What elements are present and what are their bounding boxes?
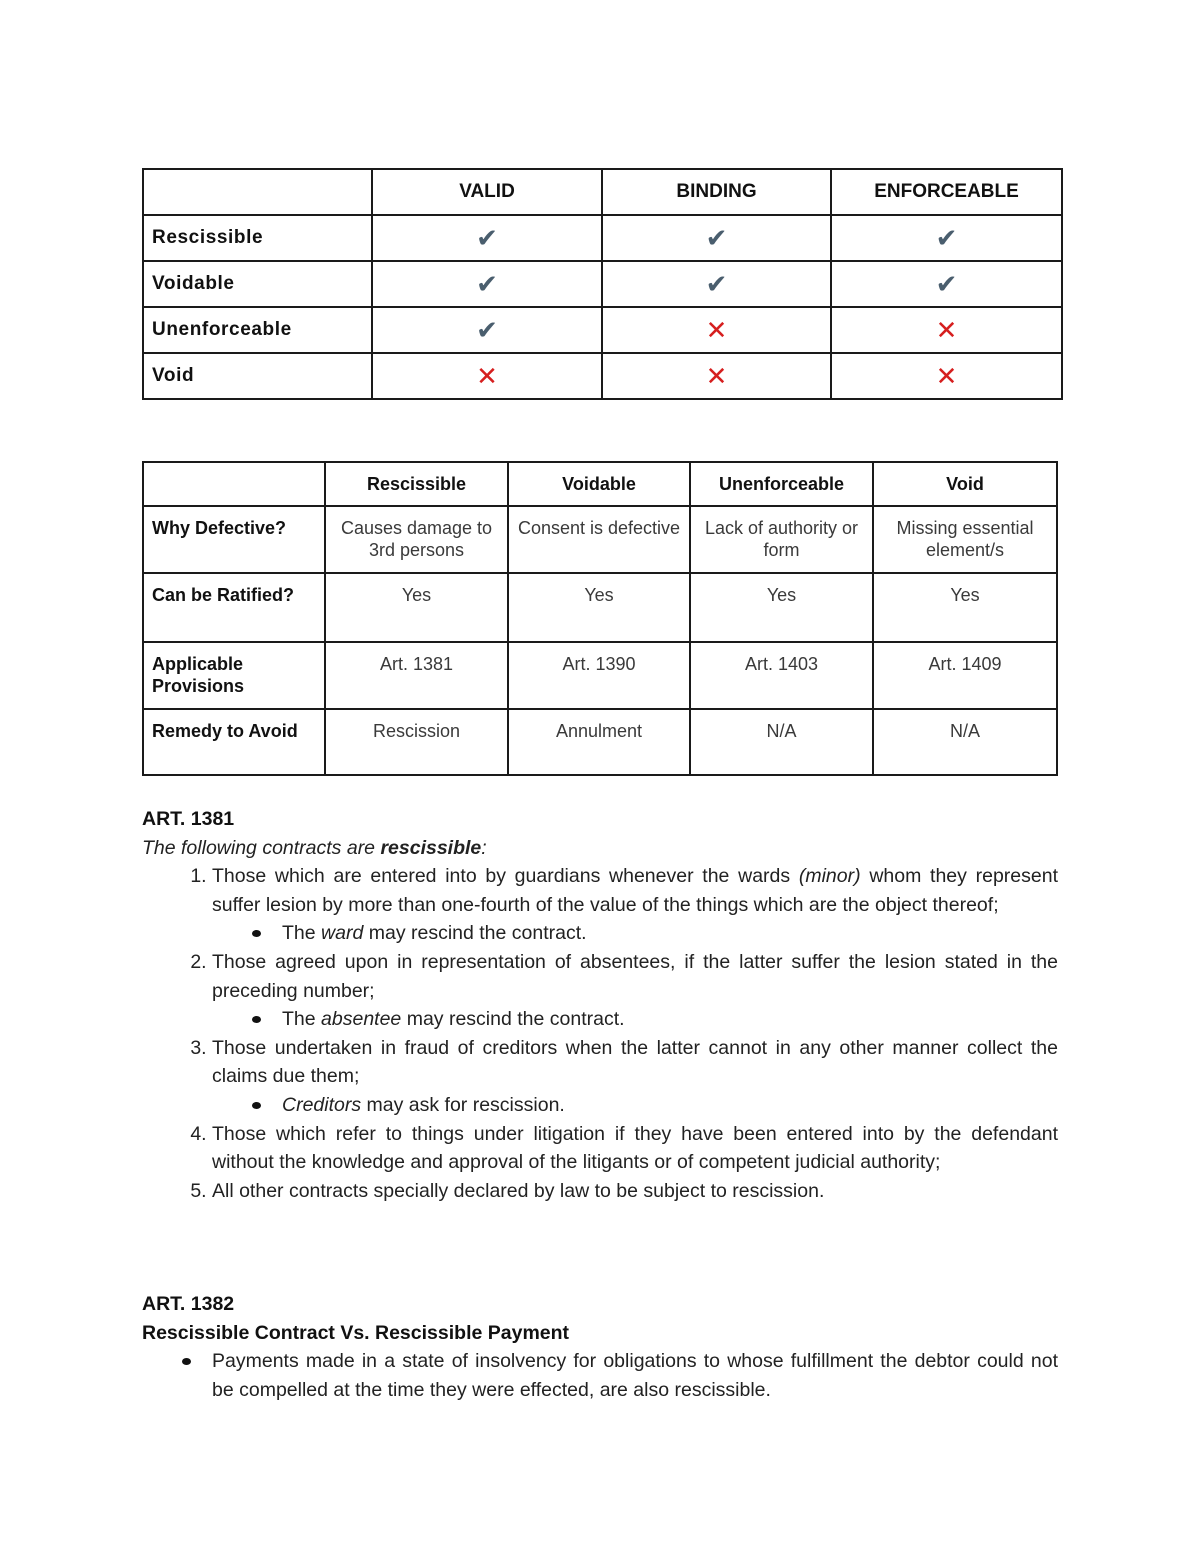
art-1381-intro: The following contracts are rescissible: bbox=[142, 836, 487, 859]
table-cell: Yes bbox=[873, 573, 1057, 642]
header-empty bbox=[143, 462, 325, 506]
header-voidable: Voidable bbox=[508, 462, 690, 506]
table-cell: Art. 1381 bbox=[325, 642, 508, 709]
list-item: 2. Those agreed upon in representation of absentees, if the latter suffer the lesion stated in the preceding number; The absentee may rescind the contract. bbox=[212, 948, 1058, 1034]
table-cell: Missing essential element/s bbox=[873, 506, 1057, 573]
list-item: 5. All other contracts specially declared by law to be subject to rescission. bbox=[212, 1177, 1058, 1206]
sub-list-item: Creditors may ask for rescission. bbox=[282, 1091, 1058, 1120]
cross-icon: ✕ bbox=[602, 353, 831, 399]
art-1381-title: ART. 1381 bbox=[142, 808, 235, 830]
row-label: Void bbox=[143, 353, 372, 399]
table-row bbox=[143, 506, 1057, 573]
table-row bbox=[143, 261, 1062, 307]
table-cell: N/A bbox=[873, 709, 1057, 775]
cross-icon: ✕ bbox=[602, 307, 831, 353]
comparison-table-header bbox=[143, 462, 1057, 506]
row-label: Unenforceable bbox=[143, 307, 372, 353]
art-1381-list bbox=[142, 862, 1058, 1205]
comparison-table bbox=[142, 461, 1058, 776]
table-cell: N/A bbox=[690, 709, 873, 775]
table-row bbox=[143, 573, 1057, 642]
row-label: Voidable bbox=[143, 261, 372, 307]
validity-table-header bbox=[143, 169, 1062, 215]
table-cell: Annulment bbox=[508, 709, 690, 775]
table-cell: Art. 1390 bbox=[508, 642, 690, 709]
header-binding: BINDING bbox=[602, 169, 831, 215]
art-1382-list bbox=[142, 1347, 1058, 1404]
header-void: Void bbox=[873, 462, 1057, 506]
list-item: 4. Those which refer to things under litigation if they have been entered into by the defendant without the knowledge and approval of the litigants or of competent judicial authority; bbox=[212, 1120, 1058, 1177]
cross-icon: ✕ bbox=[831, 307, 1062, 353]
art-1382-subtitle: Rescissible Contract Vs. Rescissible Payment bbox=[142, 1321, 570, 1344]
validity-table bbox=[142, 168, 1063, 400]
check-icon: ✔ bbox=[602, 261, 831, 307]
check-icon: ✔ bbox=[602, 215, 831, 261]
check-icon: ✔ bbox=[831, 215, 1062, 261]
sub-list bbox=[212, 1091, 1058, 1120]
check-icon: ✔ bbox=[831, 261, 1062, 307]
list-item: 1. Those which are entered into by guardians whenever the wards (minor) whom they represent suffer lesion by more than one-fourth of the value of the things which are the object thereof; The ward may rescind the contract. bbox=[212, 862, 1058, 948]
table-row bbox=[143, 353, 1062, 399]
check-icon: ✔ bbox=[372, 307, 602, 353]
cross-icon: ✕ bbox=[831, 353, 1062, 399]
table-cell: Yes bbox=[325, 573, 508, 642]
cross-icon: ✕ bbox=[372, 353, 602, 399]
sub-list bbox=[212, 919, 1058, 948]
header-valid: VALID bbox=[372, 169, 602, 215]
sub-list bbox=[212, 1005, 1058, 1034]
row-label: Rescissible bbox=[143, 215, 372, 261]
table-row bbox=[143, 307, 1062, 353]
check-icon: ✔ bbox=[372, 215, 602, 261]
table-row bbox=[143, 709, 1057, 775]
table-row bbox=[143, 642, 1057, 709]
art-1382-title: ART. 1382 bbox=[142, 1293, 235, 1315]
list-item: Payments made in a state of insolvency for obligations to whose fulfillment the debtor could not be compelled at the time they were effected, are also rescissible. bbox=[212, 1347, 1058, 1404]
table-cell: Causes damage to 3rd persons bbox=[325, 506, 508, 573]
row-label: Applicable Provisions bbox=[143, 642, 325, 709]
table-cell: Rescission bbox=[325, 709, 508, 775]
header-rescissible: Rescissible bbox=[325, 462, 508, 506]
row-label: Can be Ratified? bbox=[143, 573, 325, 642]
table-cell: Yes bbox=[508, 573, 690, 642]
table-cell: Yes bbox=[690, 573, 873, 642]
row-label: Why Defective? bbox=[143, 506, 325, 573]
table-cell: Art. 1403 bbox=[690, 642, 873, 709]
check-icon: ✔ bbox=[372, 261, 602, 307]
table-cell: Lack of authority or form bbox=[690, 506, 873, 573]
table-cell: Consent is defective bbox=[508, 506, 690, 573]
row-label: Remedy to Avoid bbox=[143, 709, 325, 775]
list-item: 3. Those undertaken in fraud of creditors when the latter cannot in any other manner collect the claims due them; Creditors may ask for rescission. bbox=[212, 1034, 1058, 1120]
header-unenforceable: Unenforceable bbox=[690, 462, 873, 506]
header-enforceable: ENFORCEABLE bbox=[831, 169, 1062, 215]
art-1382-section bbox=[142, 1290, 1058, 1404]
header-empty bbox=[143, 169, 372, 215]
sub-list-item: The ward may rescind the contract. bbox=[282, 919, 1058, 948]
sub-list-item: The absentee may rescind the contract. bbox=[282, 1005, 1058, 1034]
table-cell: Art. 1409 bbox=[873, 642, 1057, 709]
art-1381-section bbox=[142, 805, 1058, 1205]
table-row bbox=[143, 215, 1062, 261]
